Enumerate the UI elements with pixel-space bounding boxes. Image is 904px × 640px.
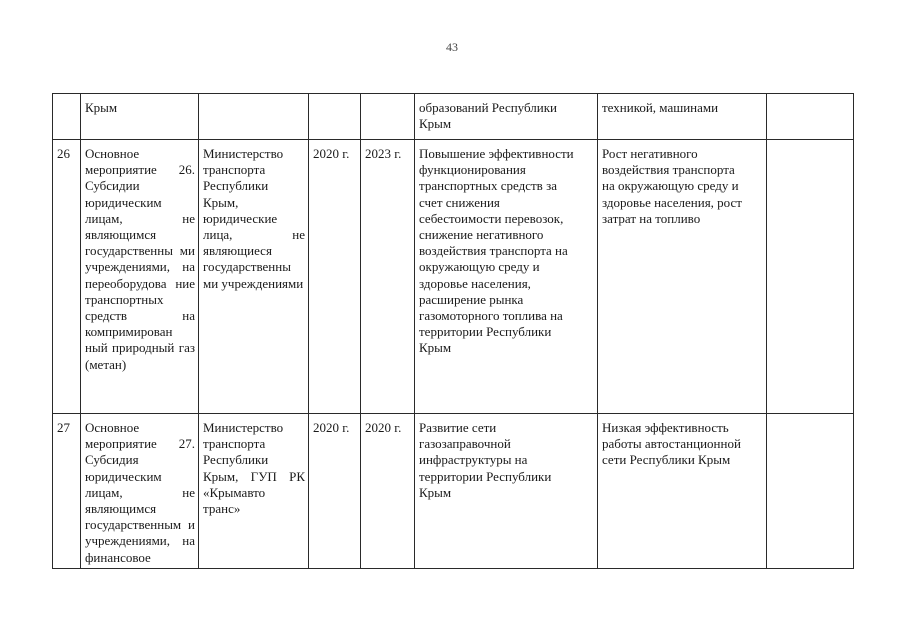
expected-result-cell: Повышение эффективности функционирования транспортных средств за счет снижения себестоимости перевозок, снижение негативного воздействия транспорта на окружающую среду и здоровье населения, расширение рынка газомоторного топлива на территории Республики Крым (415, 140, 598, 414)
start-year-cell: 2020 г. (309, 414, 361, 569)
start-year-cell: 2020 г. (309, 140, 361, 414)
page-number: 43 (446, 40, 458, 54)
consequence-cell: Рост негативного воздействия транспорта на окружающую среду и здоровье населения, рост затрат на топливо (598, 140, 767, 414)
extra-cell (767, 94, 854, 140)
extra-cell (767, 414, 854, 569)
expected-result-cell: Развитие сети газозаправочной инфраструктуры на территории Республики Крым (415, 414, 598, 569)
event-cell: Основное мероприятие 27. Субсидия юридическим лицам, не являющимся государственным и учреждениями, на финансовое (81, 414, 199, 569)
expected-result-cell: образований Республики Крым (415, 94, 598, 140)
end-year-cell: 2020 г. (361, 414, 415, 569)
table-row (53, 94, 854, 140)
end-year-cell (361, 94, 415, 140)
extra-cell (767, 140, 854, 414)
executor-cell: Министерство транспорта Республики Крым, ГУП РК «Крымавто транс» (199, 414, 309, 569)
start-year-cell (309, 94, 361, 140)
row-number-cell: 27 (53, 414, 81, 569)
consequence-cell: техникой, машинами (598, 94, 767, 140)
end-year-cell: 2023 г. (361, 140, 415, 414)
consequence-cell: Низкая эффективность работы автостанционной сети Республики Крым (598, 414, 767, 569)
event-cell: Основное мероприятие 26. Субсидии юридическим лицам, не являющимся государственны ми учреждениями, на переоборудова ние транспортных средств на компримирован ный природный газ (метан) (81, 140, 199, 414)
program-measures-table (52, 93, 854, 569)
row-number-cell (53, 94, 81, 140)
executor-cell: Министерство транспорта Республики Крым, юридические лица, не являющиеся государственны ми учреждениями (199, 140, 309, 414)
table-row (53, 140, 854, 414)
row-number-cell: 26 (53, 140, 81, 414)
event-cell: Крым (81, 94, 199, 140)
table-row (53, 414, 854, 569)
executor-cell (199, 94, 309, 140)
